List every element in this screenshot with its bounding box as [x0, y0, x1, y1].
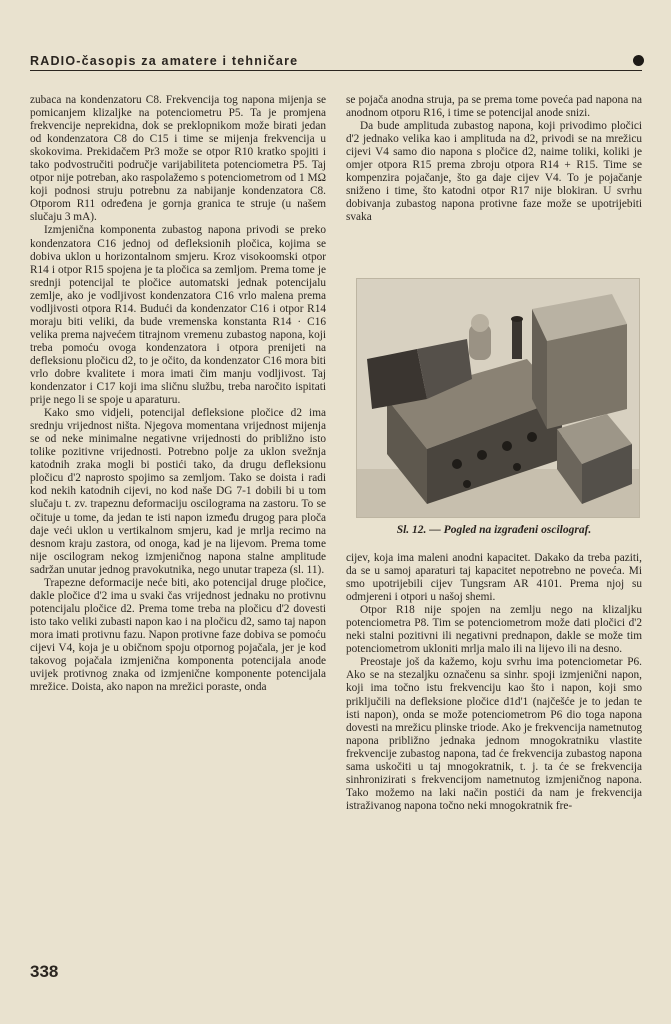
left-column	[30, 94, 326, 954]
paragraph: cijev, koja ima maleni anodni kapacitet. Dakako da treba paziti, da se u samoj aparaturi taj kapacitet nepotrebno ne poveća. Mi smo upotrijebili cijev Tungsram AR 4101. Prema njoj su odmjereni i otpori u našoj shemi.	[346, 552, 642, 604]
right-column-bottom	[346, 552, 642, 813]
paragraph: Otpor R18 nije spojen na zemlju nego na klizaljku potenciometra P8. Tim se potenciometrom može dati pločici d'2 neki stalni pozitivni ili negativni prednapon, dakle se može tim potenciometrom ukloniti mrlja malo ili na lijevo ili na desno.	[346, 604, 642, 656]
paragraph: Izmjenična komponenta zubastog napona privodi se preko kondenzatora C16 jednoj od defleksionih pločica, kojima se dobiva uklon u horizontalnom smjeru. Kroz visokoomski otpor R14 i otpor R15 spojena je ta pločica sa zemljom. Prema tome je srednji potencijal te pločice automatski jednak potencijalu zemlje, ako je vodljivost kondenzatora C16 vrlo malena prema vodljivosti otpora R14. Budući da kondenzator C16 i otpor R14 moraju biti veliki, da bude vremenska konstanta R14 · C16 velika prema najvećem titrajnom vremenu zubastog napona, koji treba pomoću ovoga kondenzatora i otpora prenijeti na defleksionu pločicu d2, to je očito, da kondenzator C16 mora biti vrlo dobre kvalitete i mora imati čim manju vodljivost. Taj kondenzator i C17 koji ima sličnu službu, treba naročito ispitati prije nego li se spoje u aparaturu.	[30, 224, 326, 407]
oscillograph-photo	[356, 278, 640, 518]
header-title: RADIO-časopis za amatere i tehničare	[30, 54, 299, 68]
page-number: 338	[30, 962, 59, 981]
paragraph: Trapezne deformacije neće biti, ako potencijal druge pločice, dakle pločice d'2 ima u svaki čas vrijednost jednaku no protivnu potencijalu pločice d2. Prema tome treba na pločicu d'2 dovesti isto tako veliki zubasti napon kao i na pločicu d2, samo taj napon mora imati protivnu fazu. Napon protivne faze dobiva se pomoću cijevi V4, koja je u običnom spoju otpornog pojačala, jer je kod takovog pojačala izmjenična komponenta potencijala anode uvijek protivnog znaka od izmjenične komponente potencijala mrežice. Doista, ako napon na mrežici poraste, onda	[30, 576, 326, 694]
header-bullet	[633, 55, 644, 66]
paragraph: zubaca na kondenzatoru C8. Frekvencija tog napona mijenja se pomicanjem klizaljke na potenciometru P5. Ta je promjena frekvencije neprekidna, dok se preklopnikom može birati jedan od kondenzatora C8 do C15 i time se mijenja frekvencija u skokovima. Prekidačem Pr3 može se otpor R10 kratko spojiti i tako podvostručiti područje varijabiliteta potenciometra P5. Taj otpor nije potreban, ako raspolažemo s potenciometrom od 1 MΩ koji podnosi struju potrebnu za nabijanje kondenzatora C8. Otporom R11 određena je gornja granica te struje (u našem slučaju 3 mA).	[30, 94, 326, 224]
paragraph: se pojača anodna struja, pa se prema tome poveća pad napona na anodnom otporu R16, i time se potencijal anode snizi.	[346, 94, 642, 120]
running-header	[30, 54, 642, 71]
paragraph: Kako smo vidjeli, potencijal defleksione pločice d2 ima srednju vrijednost ništa. Njegova momentana vrijednost mijenja se od neke minimalne negativne vrijednosti do približno isto tolike pozitivne vrijednosti. Potrebno polje za uklon svežnja katodnih zraka mogli bi postići tako, da drugu defleksionu pločicu d'2 naprosto spojimo sa zemljom. Tako se doista i radi kod nekih katodnih cijevi, no kod naše DG 7-1 dobili bi u tom slučaju t. zv. trapeznu deformaciju oscilograma na zastoru. To se očituje u tome, da jedan te isti napon između drugog para ploča daje veći uklon u vertikalnom smjeru, kad je mrlja recimo na desnom kraju zastora, od onoga, kad je na lijevom. Prema tome nije oscilogram nekog izmjeničnog napona stalne amplitude sadržan unutar jednog pravokutnika, nego unutar trapeza (sl. 11).	[30, 407, 326, 576]
right-column-top	[346, 94, 642, 224]
oscillograph-illustration	[357, 279, 639, 517]
paragraph: Preostaje još da kažemo, koju svrhu ima potenciometar P6. Ako se na stezaljku označenu sa sinhr. spoji izmjenični napon, koji ima točno istu frekvenciju kao što i napon, koji smo priključili na defleksione pločice d1d'1 (najčešće je to jedan te isti napon), onda se može potenciometrom P6 dio toga napona dovesti na mrežicu plinske triode. Ako je frekvencija nametnutog napona približno jednaka jednom mnogokratniku vlastite frekvencije zubastog napona, tad će frekvencija zubastog napona sama uskočiti u taj mnogokratnik, t. j. ta će se frekvencija sinhronizirati s frekvencijom nametnutog izmjeničnog napona. Tako možemo na laki način postići da nam je frekvencija istraživanog napona točno neki mnogokratnik fre-	[346, 656, 642, 812]
paragraph: Da bude amplituda zubastog napona, koji privodimo pločici d'2 jednako velika kao i amplituda na d2, privodi se na mrežicu cijevi V4 samo dio napona s pločice d2, naime toliki, koliki je omjer otpora R15 prema zbroju otpora R14 + R15. Time se kompenzira pojačanje, što ga daje cijev V4. To je pojačanje sniženo i time, što katodni otpor R17 nije blokiran. U svrhu dobivanja zubastog napona protivne faze može se upotrijebiti svaka	[346, 120, 642, 224]
figure-caption: Sl. 12. — Pogled na izgrađeni oscilograf.	[396, 524, 592, 536]
